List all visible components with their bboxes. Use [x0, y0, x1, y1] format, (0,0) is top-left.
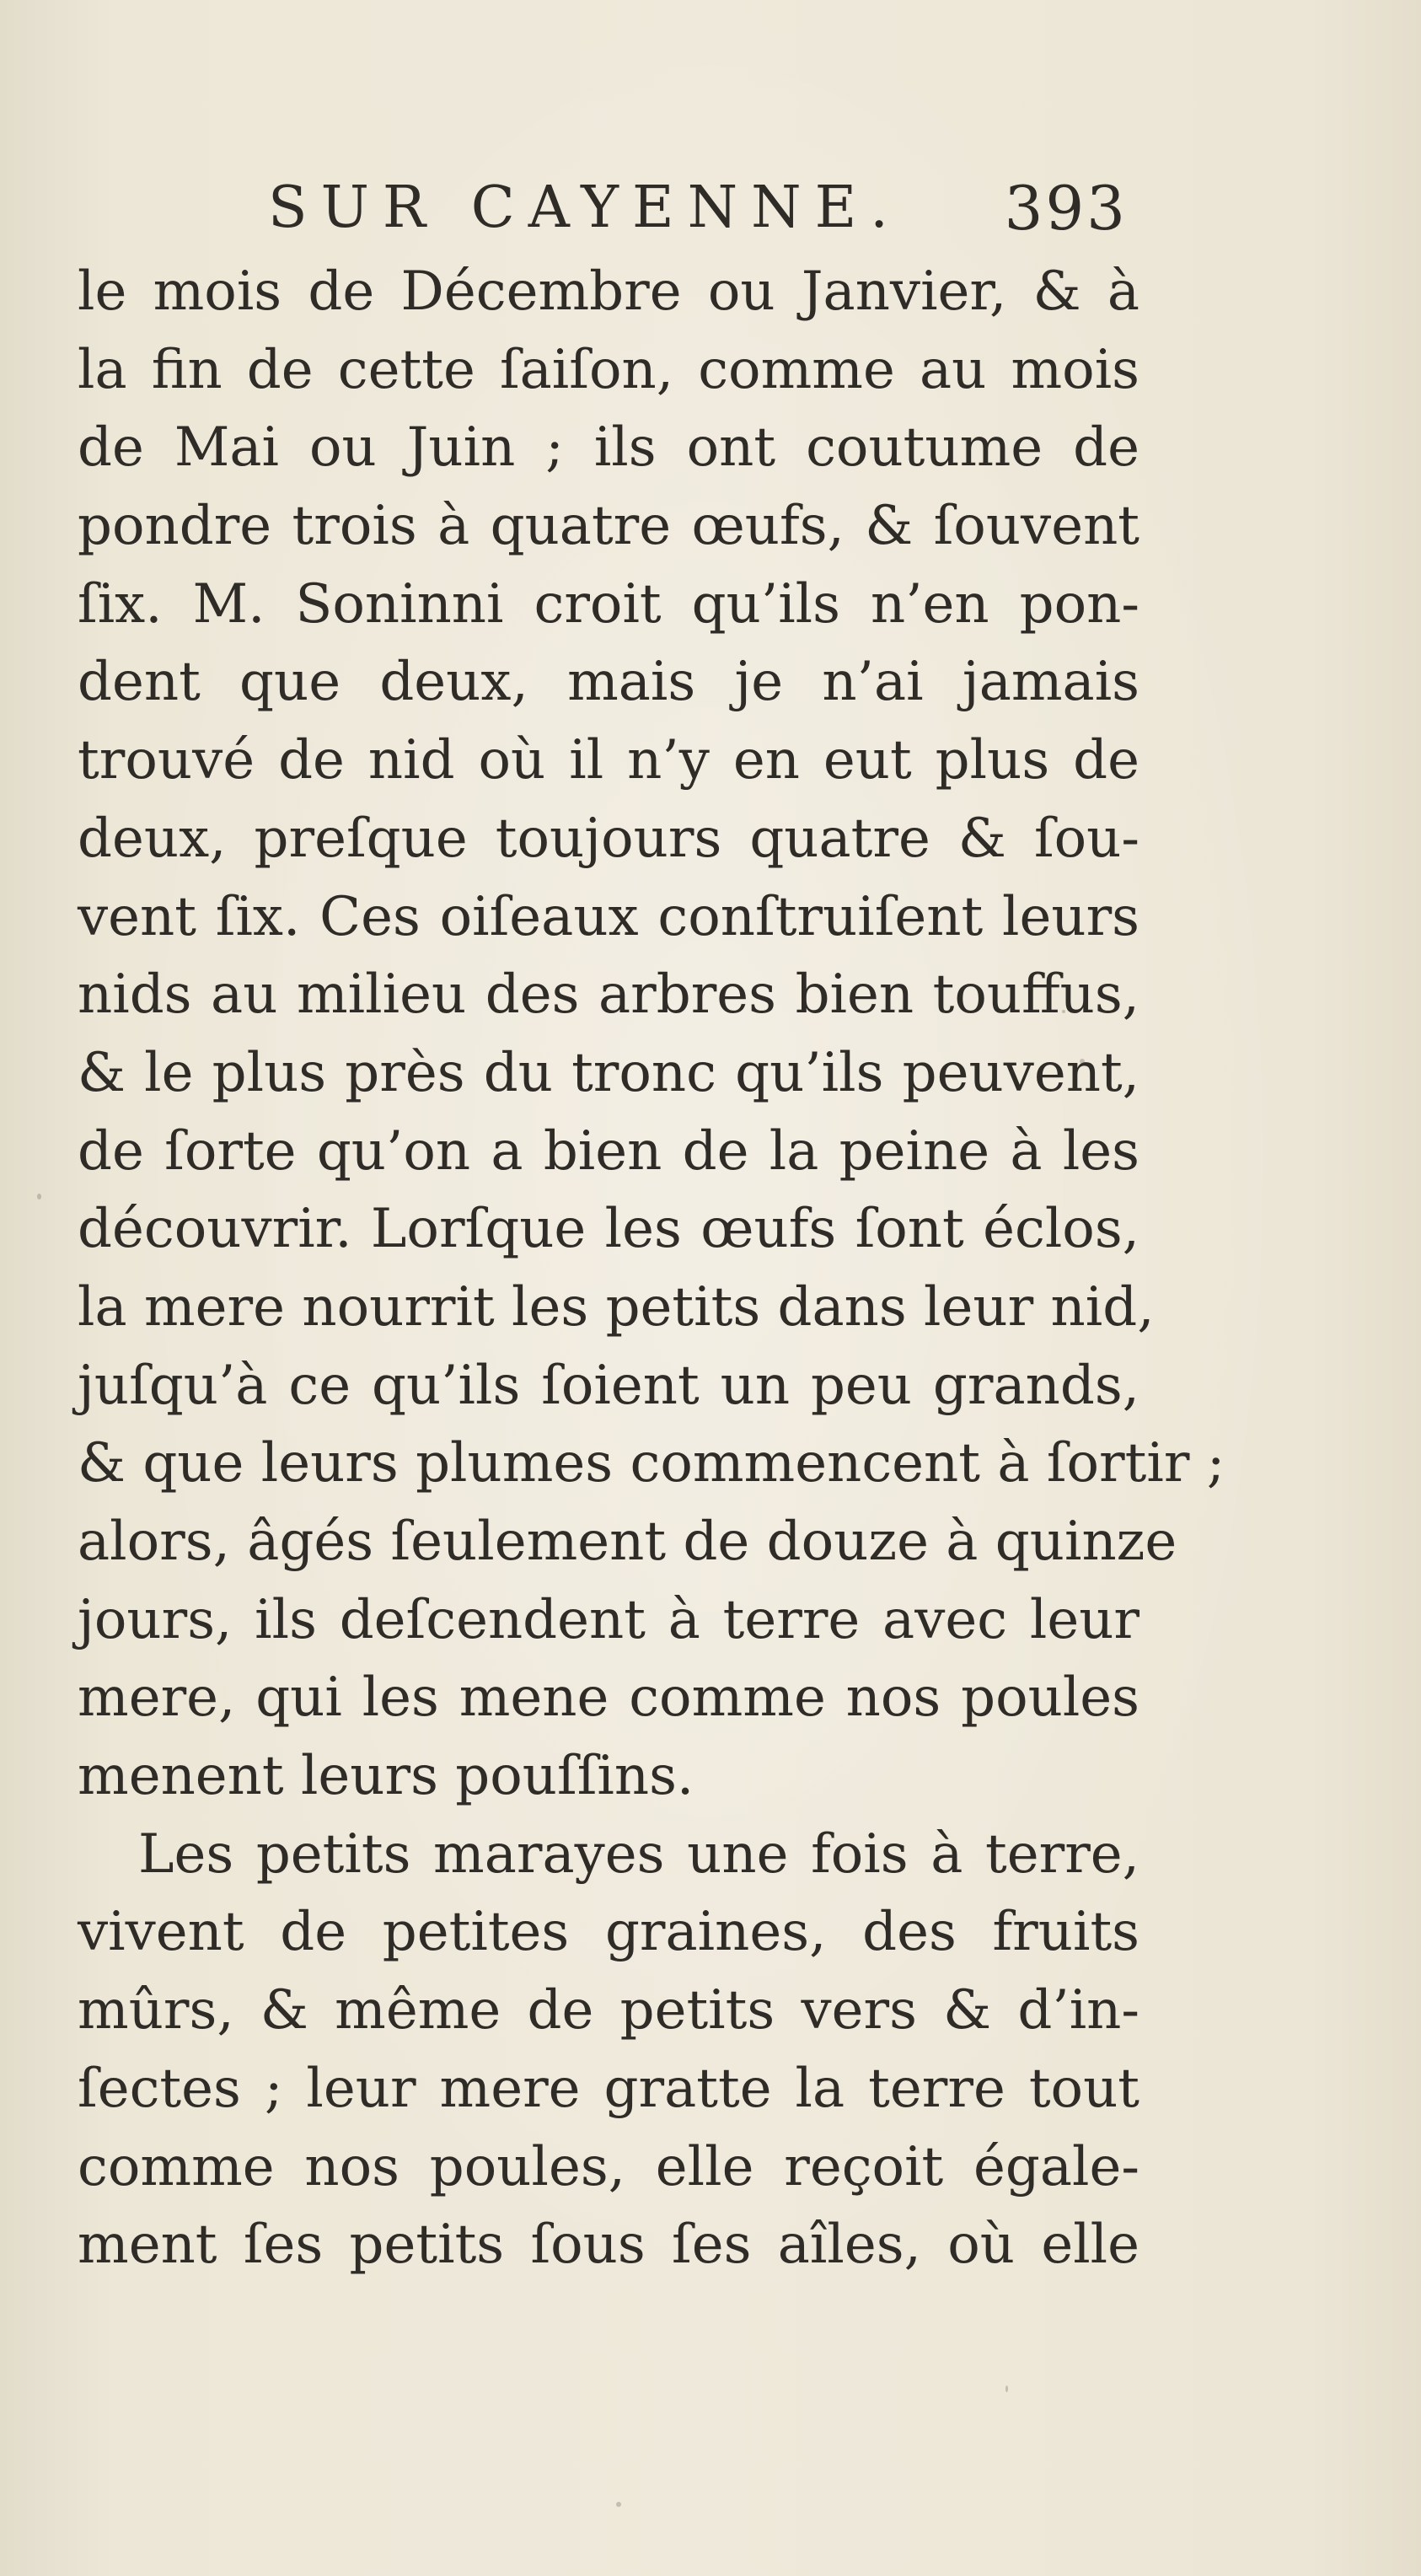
running-head-title: SUR CAYENNE. [268, 174, 902, 241]
paper-speck [1080, 1059, 1085, 1064]
paper-speck [37, 1194, 41, 1199]
paragraph-end-line: menent leurs pouſſins. [78, 1745, 694, 1808]
running-head [268, 162, 1128, 255]
text-line: nids au milieu des arbres bien touffus, [78, 963, 1139, 1027]
text-line: mere, qui les mene comme nos poules [78, 1666, 1139, 1730]
text-line: ſix. M. Soninni croit qu’ils n’en pon- [78, 572, 1139, 636]
text-line: la mere nourrit les petits dans leur nid, [78, 1275, 1155, 1339]
text-line: découvrir. Lorſque les œufs ſont éclos, [78, 1198, 1139, 1261]
text-line: juſqu’à ce qu’ils ſoient un peu grands, [78, 1354, 1139, 1417]
text-line: vivent de petites graines, des fruits [78, 1901, 1139, 1964]
paragraph-start-line: Les petits marayes une fois à terre, [138, 1822, 1139, 1886]
page-number: 393 [1004, 173, 1128, 244]
text-line: alors, âgés ſeulement de douze à quinze [78, 1511, 1177, 1573]
text-line: vent ſix. Ces oiſeaux conſtruiſent leurs [78, 885, 1139, 948]
text-line: & que leurs plumes commencent à ſortir ; [78, 1432, 1225, 1495]
text-line: la fin de cette ſaiſon, comme au mois [78, 338, 1139, 401]
paper-speck [1062, 1010, 1065, 1013]
text-line: ſectes ; leur mere gratte la terre tout [78, 2057, 1139, 2120]
text-line: pondre trois à quatre œufs, & ſouvent [78, 495, 1139, 558]
text-line: dent que deux, mais je n’ai jamais [78, 651, 1139, 714]
text-line: trouvé de nid où il n’y en eut plus de [78, 729, 1139, 792]
text-line: ment ſes petits ſous ſes aîles, où elle [78, 2214, 1139, 2277]
text-line: de ſorte qu’on a bien de la peine à les [78, 1119, 1139, 1183]
text-line: deux, preſque toujours quatre & ſou- [78, 807, 1139, 870]
text-line: mûrs, & même de petits vers & d’in- [78, 1979, 1139, 2042]
text-line: jours, ils deſcendent à terre avec leur [78, 1588, 1139, 1651]
text-line: de Mai ou Juin ; ils ont coutume de [78, 416, 1139, 480]
text-line: & le plus près du tronc qu’ils peuvent, [78, 1041, 1139, 1104]
text-line: comme nos poules, elle reçoit égale- [78, 2135, 1139, 2198]
paper-speck [1005, 2385, 1008, 2392]
body-text [78, 253, 1225, 2284]
paper-speck [616, 2502, 621, 2507]
text-line: le mois de Décembre ou Janvier, & à [78, 260, 1139, 323]
